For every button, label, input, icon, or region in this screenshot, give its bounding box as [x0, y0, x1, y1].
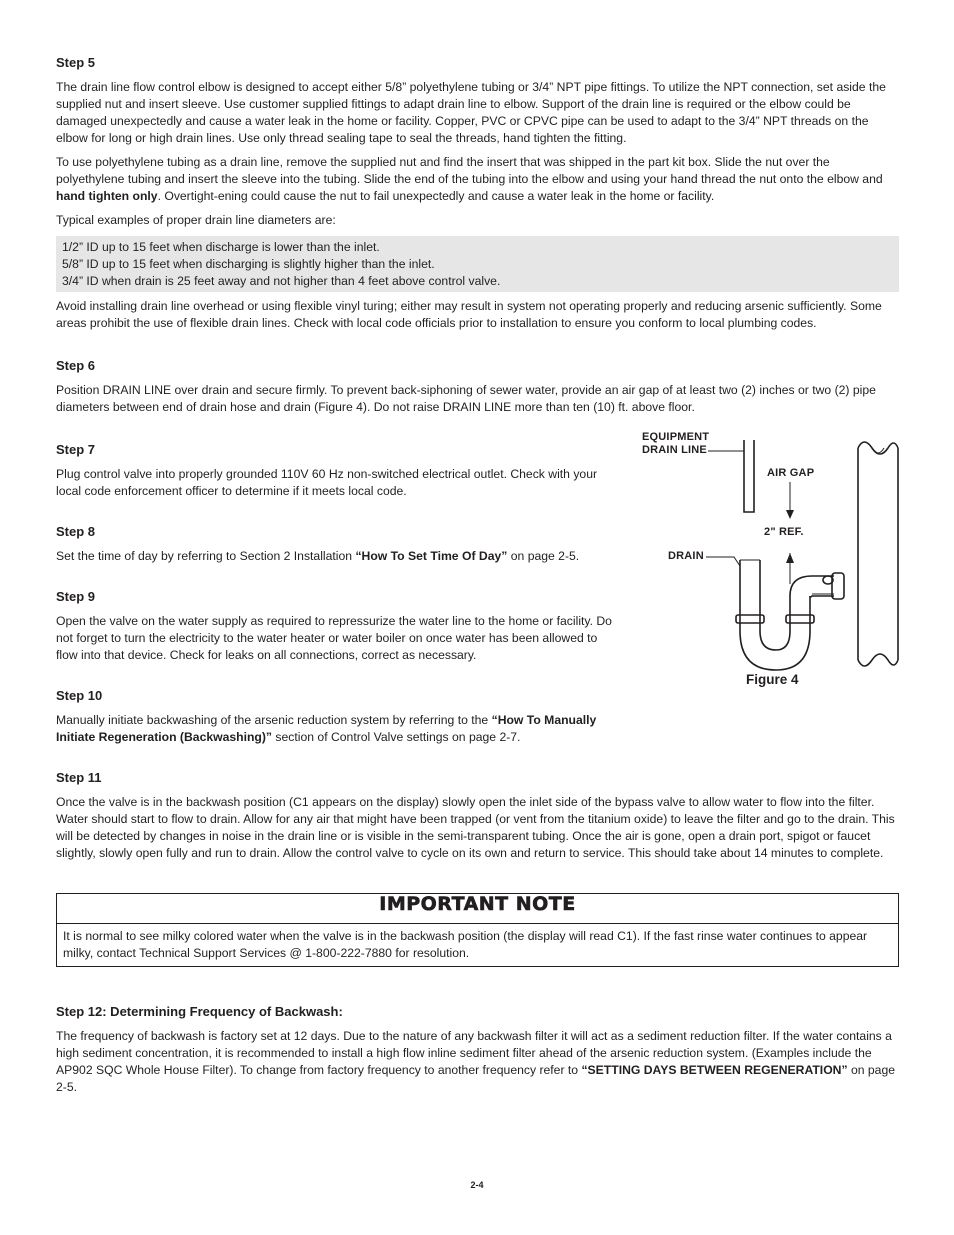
step6-heading: Step 6 [56, 358, 96, 373]
diameter-item: 1/2” ID up to 15 feet when discharge is lower than the inlet. [62, 240, 380, 254]
label-drain: DRAIN [668, 550, 704, 562]
step5-heading: Step 5 [56, 55, 96, 70]
step5-paragraph-3: Typical examples of proper drain line diameters are: [56, 213, 336, 227]
step12-paragraph: The frequency of backwash is factory set at 12 days. Due to the nature of any backwash filter it will act as a sediment reduction filter. If the water contains a high sediment concentration, it is recommended to install a high flow inline sediment filter ahead of the arsenic reduction system. (Examples include the AP902 SQC Whole House Filter). To change from factory frequency to another frequency refer to “SETTING DAYS BETWEEN REGENERATION” on page 2-5. [56, 1029, 896, 1094]
step11-heading: Step 11 [56, 770, 102, 785]
step11-paragraph: Once the valve is in the backwash position (C1 appears on the display) slowly open the inlet side of the bypass valve to allow water to flow into the filter. Water should start to flow to drain. Allow for any air that might have been trapped (or vent from the titanium oxide) to leave the filter and go to the drain. This will be detected by changes in noise in the drain line or is visible in the semi-transparent tubing. Once the air is gone, open a drain port, spigot or faucet slightly, slowly open fully and run to drain. Allow the control valve to cycle on its own and return to service. This should take about 14 minutes to complete. [56, 795, 895, 860]
equipment-drain-line-tube [744, 440, 754, 512]
step7-heading: Step 7 [56, 442, 96, 457]
step8-heading: Step 8 [56, 524, 96, 539]
step9-paragraph: Open the valve on the water supply as required to repressurize the water line to the home or facility. Do not forget to turn the electricity to the water heater or water boiler on once water has been allowed to flow into that device. Check for leaks on all connections, correct as necessary. [56, 614, 612, 662]
label-equipment-drain-line: EQUIPMENT DRAIN LINE [642, 431, 710, 456]
label-2in-ref: 2" REF. [764, 526, 804, 538]
figure-4-caption: Figure 4 [746, 672, 799, 687]
step10-paragraph: Manually initiate backwashing of the arsenic reduction system by referring to the “How To Manually Initiate Regeneration (Backwashing)” section of Control Valve settings on page 2-7. [56, 713, 597, 744]
drain-diameter-list [56, 236, 899, 292]
step5-paragraph-2: To use polyethylene tubing as a drain line, remove the supplied nut and find the insert that was shipped in the part kit box. Slide the nut over the polyethylene tubing and insert the sleeve into the tubing. Slide the end of the tubing into the elbow and using your hand thread the nut onto the elbow and hand tighten only. Overtight-ening could cause the nut to fail unexpectedly and cause a water leak in the home or facility. [56, 155, 883, 203]
step5-paragraph-1: The drain line flow control elbow is designed to accept either 5/8” polyethylene tubing or 3/4” NPT pipe fittings. To utilize the NPT connection, set aside the supplied nut and insert sleeve. Use customer supplied fittings to adapt drain line to elbow. Support of the drain line is required or the elbow could be damaged unexpectedly and cause a water leak in the home or facility. Copper, PVC or CPVC pipe can be used to adapt to the 3/4” NPT threads on the elbow for long or high drain lines. Use only thread sealing tape to seal the threads, hand tighten the fitting. [56, 80, 886, 145]
step7-paragraph: Plug control valve into properly grounded 110V 60 Hz non-switched electrical outlet. Check with your local code enforcement officer to determine if it meets local code. [56, 467, 598, 498]
step8-paragraph: Set the time of day by referring to Section 2 Installation “How To Set Time Of Day” on page 2-5. [56, 549, 580, 563]
diameter-item: 5/8” ID up to 15 feet when discharging is slightly higher than the inlet. [62, 257, 435, 271]
step9-heading: Step 9 [56, 589, 96, 604]
label-air-gap: AIR GAP [767, 467, 815, 479]
page-number: 2-4 [470, 1180, 484, 1190]
drain-label-leader [706, 557, 740, 566]
step12-heading: Step 12: Determining Frequency of Backwash: [56, 1004, 343, 1019]
step6-paragraph: Position DRAIN LINE over drain and secure firmly. To prevent back-siphoning of sewer water, provide an air gap of at least two (2) inches or two (2) pipe diameters between end of drain hose and drain (Figure 4). Do not raise DRAIN LINE more than ten (10) ft. above floor. [56, 383, 876, 414]
trap-elbow [790, 576, 834, 596]
important-note-title: IMPORTANT NOTE [57, 894, 898, 924]
important-note-body: It is normal to see milky colored water when the valve is in the backwash position (the display will read C1). If the fast rinse water continues to appear milky, contact Technical Support Services @ 1-800-222-7880 for resolution. [63, 929, 868, 960]
step5-paragraph-4: Avoid installing drain line overhead or using flexible vinyl turing; either may result in system not operating properly and reducing arsenic sufficiently. Some areas prohibit the use of flexible drain lines. Check with local code officials prior to installation to ensure you conform to local plumbing codes. [56, 299, 882, 330]
figure-4-drain-diagram [636, 426, 906, 696]
step10-heading: Step 10 [56, 688, 103, 703]
important-note-box [56, 893, 899, 967]
diameter-item: 3/4” ID when drain is 25 feet away and not higher than 4 feet above control valve. [62, 274, 501, 288]
